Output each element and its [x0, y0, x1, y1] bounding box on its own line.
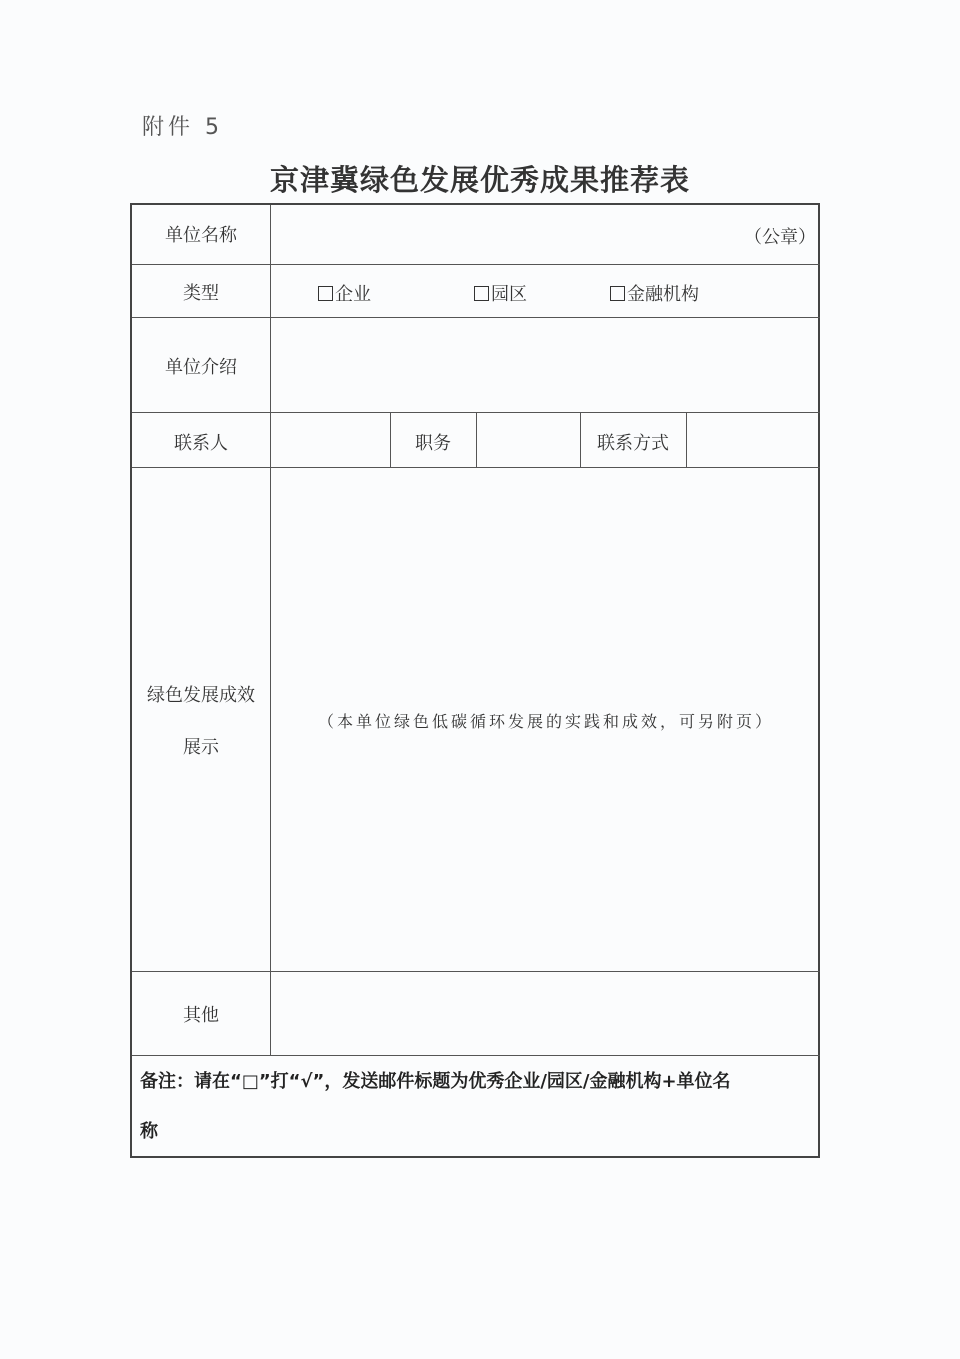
column-divider — [686, 412, 687, 467]
seal-text: （公章） — [744, 227, 816, 248]
other-field[interactable] — [274, 975, 814, 1051]
checkbox-icon[interactable] — [318, 286, 333, 301]
position-field[interactable] — [480, 416, 576, 464]
achievement-hint: （本单位绿色低碳循环发展的实践和成效，可另附页） — [318, 712, 775, 731]
type-label: 类型 — [183, 283, 219, 304]
type-option-label: 园区 — [491, 284, 527, 305]
type-option-financial-institution[interactable] — [610, 280, 699, 306]
column-divider — [270, 205, 271, 1055]
note-line-2: 称 — [140, 1121, 158, 1142]
form-title: 京津冀绿色发展优秀成果推荐表 — [269, 163, 690, 197]
unit-intro-label: 单位介绍 — [165, 357, 237, 378]
unit-name-field[interactable] — [274, 209, 734, 261]
row-divider — [132, 971, 820, 972]
type-option-label: 金融机构 — [627, 284, 699, 305]
achievement-label-line2: 展示 — [183, 737, 219, 758]
row-divider — [132, 317, 820, 318]
note-line-1: 备注：请在“□”打“√”，发送邮件标题为优秀企业/园区/金融机构+单位名 — [140, 1071, 731, 1092]
contact-method-label: 联系方式 — [597, 433, 669, 454]
contact-person-field[interactable] — [274, 416, 386, 464]
achievement-field[interactable] — [274, 471, 814, 967]
achievement-label-line1: 绿色发展成效 — [147, 685, 255, 706]
position-label: 职务 — [415, 433, 451, 454]
row-divider — [132, 264, 820, 265]
note — [140, 1057, 812, 1157]
contact-method-field[interactable] — [690, 416, 816, 464]
column-divider — [476, 412, 477, 467]
row-divider — [132, 467, 820, 468]
other-label: 其他 — [183, 1005, 219, 1026]
row-divider — [132, 1055, 820, 1056]
annex-label: 附件 5 — [142, 115, 223, 140]
type-option-label: 企业 — [335, 284, 371, 305]
unit-intro-field[interactable] — [274, 321, 814, 409]
recommendation-form — [130, 203, 820, 1158]
unit-name-label: 单位名称 — [165, 225, 237, 246]
type-option-enterprise[interactable] — [318, 280, 371, 306]
checkbox-icon[interactable] — [474, 286, 489, 301]
checkbox-icon[interactable] — [610, 286, 625, 301]
type-option-park[interactable] — [474, 280, 527, 306]
contact-person-label: 联系人 — [174, 433, 228, 454]
